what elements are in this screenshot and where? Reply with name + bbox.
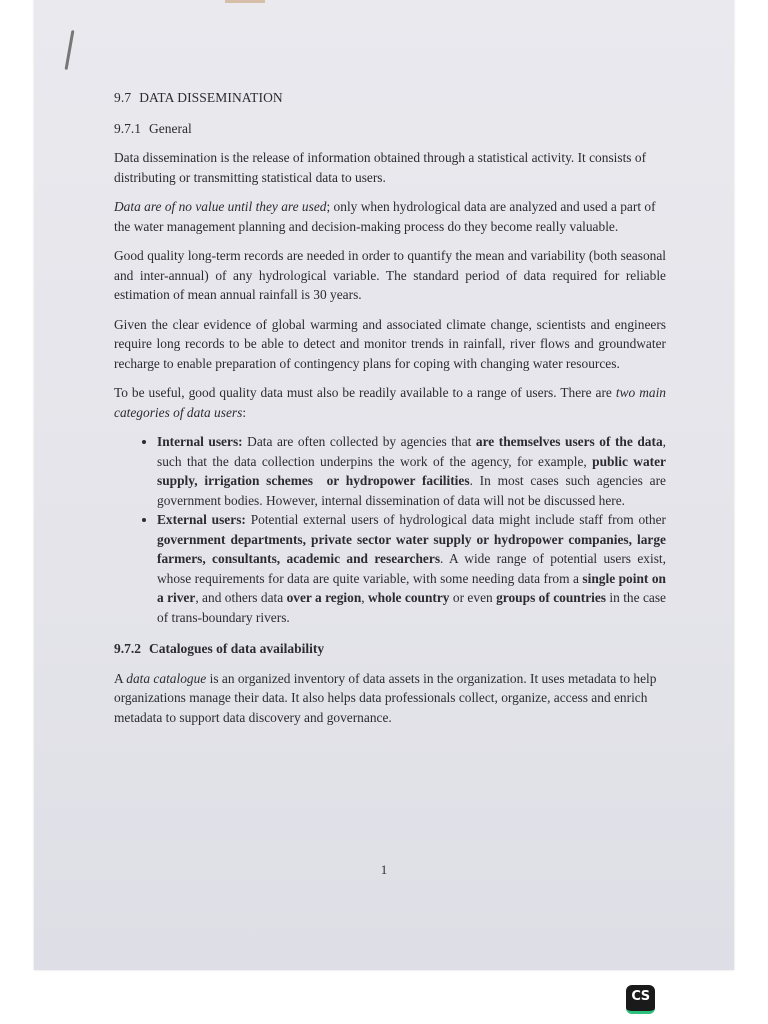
bold-phrase: single point on a river (157, 570, 666, 605)
page-number: 1 (380, 862, 388, 877)
list-text: Data are often collected by agencies that (242, 434, 476, 449)
paragraph-records: Good quality long-term records are needed in order to quantify the mean and variability (both seasonal and inter-annual) of any hydrological variable. The standard period of data required for reliable estimation of mean annual rainfall is 30 years. (114, 248, 666, 302)
italic-phrase: two main categories of data users (114, 385, 666, 420)
paragraph-climate: Given the clear evidence of global warming and associated climate change, scientists and engineers require long records to be able to detect and monitor trends in rainfall, river flows and groundwater recharge to enable preparation of contingency plans for coping with changing water resources. (114, 316, 666, 371)
italic-phrase: data catalogue (126, 670, 207, 686)
paragraph-users (114, 383, 666, 422)
paragraph-text: : (242, 404, 247, 420)
paragraph-value (114, 197, 666, 236)
subsection-heading-general (114, 119, 666, 139)
bold-phrase: are themselves users of the data (475, 434, 663, 449)
document-content (114, 88, 666, 737)
section-heading (114, 88, 666, 108)
list-text: Potential external users of hydrological data might include staff from other (245, 512, 666, 527)
list-text: , such that the data collection underpins the work of the agency, for example, (157, 434, 666, 469)
list-text: or even (449, 590, 497, 605)
section-title: DATA DISSEMINATION (139, 90, 283, 105)
paragraph-definition: Data dissemination is the release of information obtained through a statistical activity. It consists of distributing or transmitting statistical data to users. (114, 150, 647, 185)
list-item-internal-users (157, 432, 666, 510)
list-text: , and others data (195, 590, 287, 605)
bold-phrase: over a region (286, 590, 362, 605)
section-number: 9.7 (114, 90, 132, 105)
paragraph-text: ; only when hydrological data are analyzed and used a part of the water management planning and decision-making process do they become really valuable. (114, 199, 656, 234)
list-text (313, 473, 327, 488)
paper-smudge (225, 0, 265, 3)
bold-phrase: or hydropower facilities (326, 473, 470, 488)
list-text: . A wide range of potential users exist, whose requirements for data are quite variable, with some needing data from a (157, 551, 666, 586)
bold-phrase: public water supply, irrigation schemes (157, 453, 666, 488)
bold-phrase: groups of countries (496, 590, 607, 605)
list-text: in the case of trans-boundary rivers. (157, 590, 666, 625)
paragraph-text: A (114, 670, 127, 686)
list-item-external-users (157, 510, 666, 627)
subsection-number: 9.7.2 (114, 641, 141, 656)
subsection-title: Catalogues of data availability (149, 641, 325, 656)
paragraph-text: is an organized inventory of data assets in the organization. It uses metadata to help organizations manage their data. It also helps data professionals collect, organize, access and enrich metadata to support data discovery and governance. (114, 670, 657, 725)
bold-phrase: government departments, private sector water supply or hydropower companies, large farmers, consultants, academic and researchers (157, 531, 666, 566)
subsection-number: 9.7.1 (114, 120, 141, 136)
subsection-title: General (149, 120, 192, 136)
list-text: . In most cases such agencies are government bodies. However, internal dissemination of data will not be discussed here. (157, 473, 666, 508)
list-item-label: External users: (157, 512, 246, 527)
paragraph-data-catalogue (114, 669, 666, 728)
user-categories-list (114, 432, 666, 627)
list-item-label: Internal users: (157, 434, 243, 449)
bold-phrase: whole country (368, 590, 450, 605)
subsection-heading-catalogues (114, 639, 666, 659)
italic-phrase: Data are of no value until they are used (114, 199, 327, 214)
list-text: , (361, 590, 369, 605)
paragraph-text: To be useful, good quality data must also be readily available to a range of users. There are (114, 385, 616, 400)
camscanner-logo: CS (626, 985, 655, 1014)
